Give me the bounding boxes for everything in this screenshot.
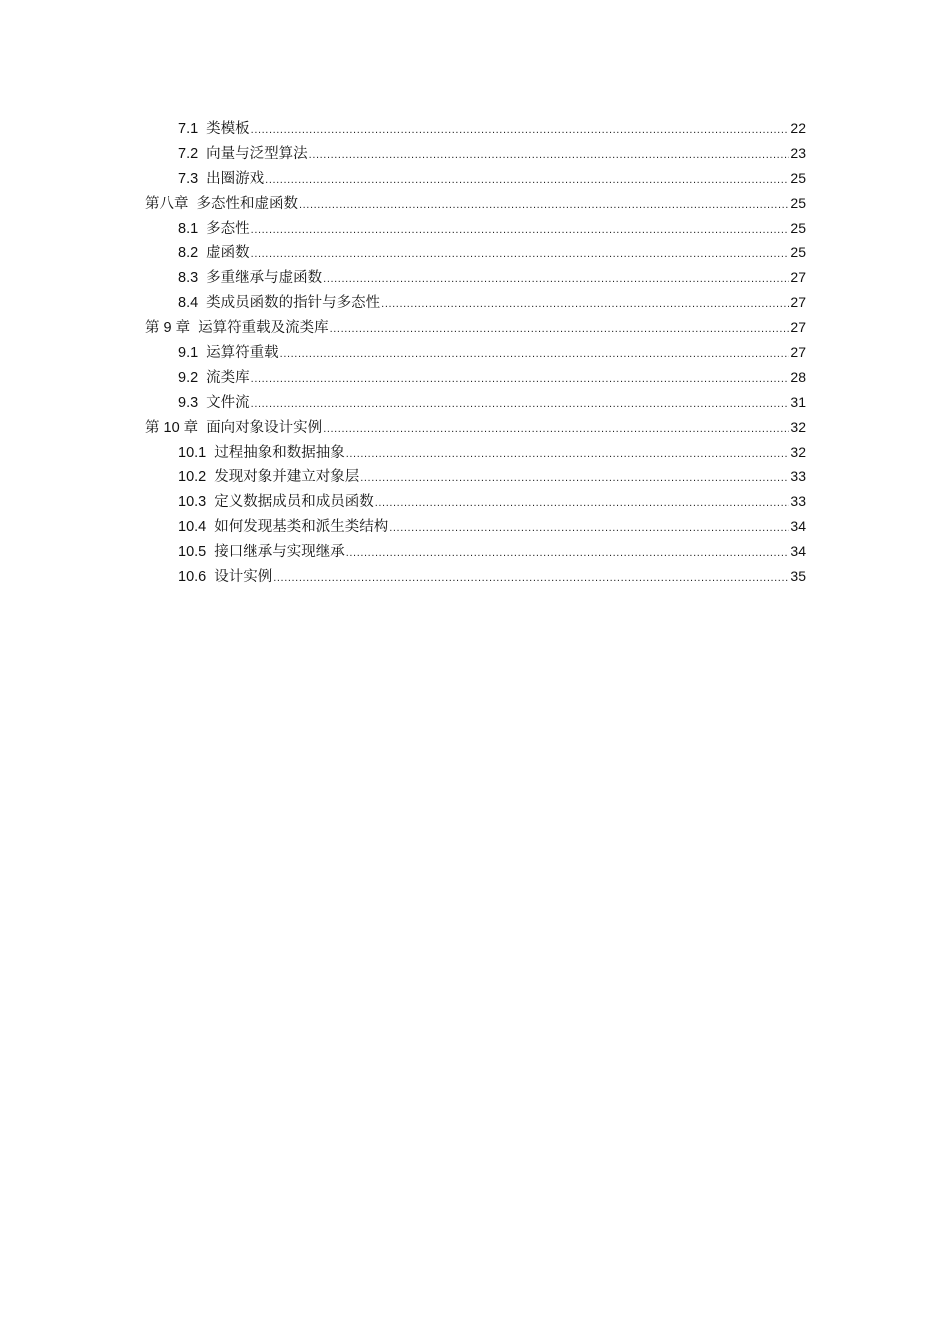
- toc-entry-label: [178, 117, 250, 142]
- toc-page-number: 25: [790, 244, 806, 261]
- toc-entry-label: [178, 291, 380, 316]
- toc-entry-number: 8.4: [178, 295, 199, 312]
- toc-dot-leader: [251, 218, 790, 243]
- toc-entry-number: 7.2: [178, 145, 199, 162]
- table-of-contents: [145, 116, 806, 589]
- toc-page-number: 35: [790, 568, 806, 585]
- toc-entry-label: [178, 217, 250, 242]
- toc-page-number: 33: [790, 493, 806, 510]
- toc-page-number: 33: [790, 468, 806, 485]
- toc-entry-label: [145, 316, 329, 341]
- toc-page-number: 32: [790, 418, 806, 435]
- toc-entry-number: 8.1: [178, 220, 199, 237]
- toc-dot-leader: [389, 516, 789, 541]
- toc-section-entry[interactable]: [145, 514, 806, 539]
- toc-dot-leader: [251, 392, 790, 417]
- toc-chapter-entry[interactable]: [145, 315, 806, 340]
- toc-dot-leader: [280, 342, 790, 367]
- toc-entry-number: 10.3: [178, 494, 207, 511]
- toc-entry-number: 9.1: [178, 345, 199, 362]
- toc-entry-label: [178, 565, 272, 590]
- toc-section-entry[interactable]: [145, 340, 806, 365]
- toc-page-number: 32: [790, 443, 806, 460]
- toc-section-entry[interactable]: [145, 564, 806, 589]
- toc-entry-label: [178, 142, 308, 167]
- toc-entry-label: [145, 192, 298, 217]
- toc-section-entry[interactable]: [145, 489, 806, 514]
- toc-entry-title: 运算符重载: [206, 345, 279, 362]
- toc-dot-leader: [330, 317, 790, 342]
- toc-page-number: 34: [790, 543, 806, 560]
- toc-section-entry[interactable]: [145, 166, 806, 191]
- toc-section-entry[interactable]: [145, 464, 806, 489]
- toc-entry-label: [178, 366, 250, 391]
- toc-dot-leader: [323, 267, 789, 292]
- toc-dot-leader: [346, 541, 790, 566]
- toc-dot-leader: [265, 168, 789, 193]
- toc-entry-label: [178, 266, 322, 291]
- toc-entry-label: [178, 490, 374, 515]
- toc-entry-number: 7.3: [178, 170, 199, 187]
- toc-chapter-entry[interactable]: [145, 415, 806, 440]
- toc-chapter-entry[interactable]: [145, 191, 806, 216]
- toc-page-number: 25: [790, 194, 806, 211]
- toc-section-entry[interactable]: [145, 116, 806, 141]
- toc-page-number: 27: [790, 344, 806, 361]
- toc-entry-title: 多态性: [206, 220, 250, 237]
- toc-page-number: 27: [790, 319, 806, 336]
- toc-entry-title: 多态性和虚函数: [196, 195, 298, 212]
- toc-entry-label: [178, 441, 345, 466]
- toc-entry-number: 10.4: [178, 519, 207, 536]
- toc-dot-leader: [251, 367, 790, 392]
- toc-dot-leader: [381, 292, 789, 317]
- toc-entry-number: 8.2: [178, 245, 199, 262]
- toc-entry-number: 10.5: [178, 544, 207, 561]
- toc-page-number: 31: [790, 393, 806, 410]
- toc-entry-title: 设计实例: [214, 569, 273, 586]
- toc-entry-title: 向量与泛型算法: [206, 145, 308, 162]
- toc-page-number: 28: [790, 368, 806, 385]
- toc-entry-label: [178, 515, 388, 540]
- toc-entry-title: 定义数据成员和成员函数: [214, 494, 374, 511]
- toc-dot-leader: [375, 491, 790, 516]
- toc-section-entry[interactable]: [145, 265, 806, 290]
- toc-entry-title: 接口继承与实现继承: [214, 544, 345, 561]
- toc-dot-leader: [309, 143, 790, 168]
- toc-entry-title: 类模板: [206, 121, 250, 137]
- toc-entry-number: 9.3: [178, 394, 199, 411]
- toc-page-number: 23: [790, 144, 806, 161]
- toc-entry-label: [178, 465, 359, 490]
- toc-section-entry[interactable]: [145, 216, 806, 241]
- toc-entry-title: 面向对象设计实例: [206, 419, 323, 436]
- toc-entry-label: [178, 341, 279, 366]
- toc-entry-number: 第 10 章: [145, 419, 199, 436]
- toc-entry-number: 7.1: [178, 121, 199, 137]
- toc-entry-number: 8.3: [178, 270, 199, 287]
- toc-page-number: 27: [790, 269, 806, 286]
- toc-page-number: 27: [790, 294, 806, 311]
- toc-entry-number: 10.1: [178, 444, 207, 461]
- toc-entry-number: 10.6: [178, 569, 207, 586]
- toc-entry-label: [178, 167, 264, 192]
- toc-section-entry[interactable]: [145, 440, 806, 465]
- toc-section-entry[interactable]: [145, 290, 806, 315]
- toc-entry-number: 9.2: [178, 369, 199, 386]
- toc-entry-label: [145, 416, 322, 441]
- toc-dot-leader: [273, 566, 789, 591]
- toc-dot-leader: [251, 118, 790, 143]
- toc-section-entry[interactable]: [145, 141, 806, 166]
- toc-dot-leader: [299, 193, 789, 218]
- toc-section-entry[interactable]: [145, 365, 806, 390]
- toc-page-number: 22: [790, 120, 806, 136]
- toc-entry-number: 第 9 章: [145, 320, 191, 337]
- toc-entry-title: 如何发现基类和派生类结构: [214, 519, 389, 536]
- toc-dot-leader: [360, 466, 789, 491]
- toc-page-number: 25: [790, 169, 806, 186]
- toc-entry-title: 过程抽象和数据抽象: [214, 444, 345, 461]
- toc-page-number: 25: [790, 219, 806, 236]
- toc-entry-title: 虚函数: [206, 245, 250, 262]
- toc-section-entry[interactable]: [145, 240, 806, 265]
- toc-entry-title: 流类库: [206, 369, 250, 386]
- toc-entry-title: 发现对象并建立对象层: [214, 469, 360, 486]
- toc-section-entry[interactable]: [145, 539, 806, 564]
- toc-page-number: 34: [790, 518, 806, 535]
- toc-dot-leader: [323, 417, 789, 442]
- toc-dot-leader: [251, 242, 790, 267]
- toc-entry-number: 第八章: [145, 195, 189, 212]
- toc-entry-title: 文件流: [206, 394, 250, 411]
- toc-entry-label: [178, 540, 345, 565]
- toc-section-entry[interactable]: [145, 390, 806, 415]
- toc-dot-leader: [346, 442, 790, 467]
- toc-entry-title: 类成员函数的指针与多态性: [206, 295, 381, 312]
- toc-entry-label: [178, 241, 250, 266]
- toc-entry-title: 多重继承与虚函数: [206, 270, 323, 287]
- toc-entry-number: 10.2: [178, 469, 207, 486]
- toc-entry-title: 运算符重载及流类库: [198, 320, 329, 337]
- toc-entry-title: 出圈游戏: [206, 170, 265, 187]
- toc-entry-label: [178, 391, 250, 416]
